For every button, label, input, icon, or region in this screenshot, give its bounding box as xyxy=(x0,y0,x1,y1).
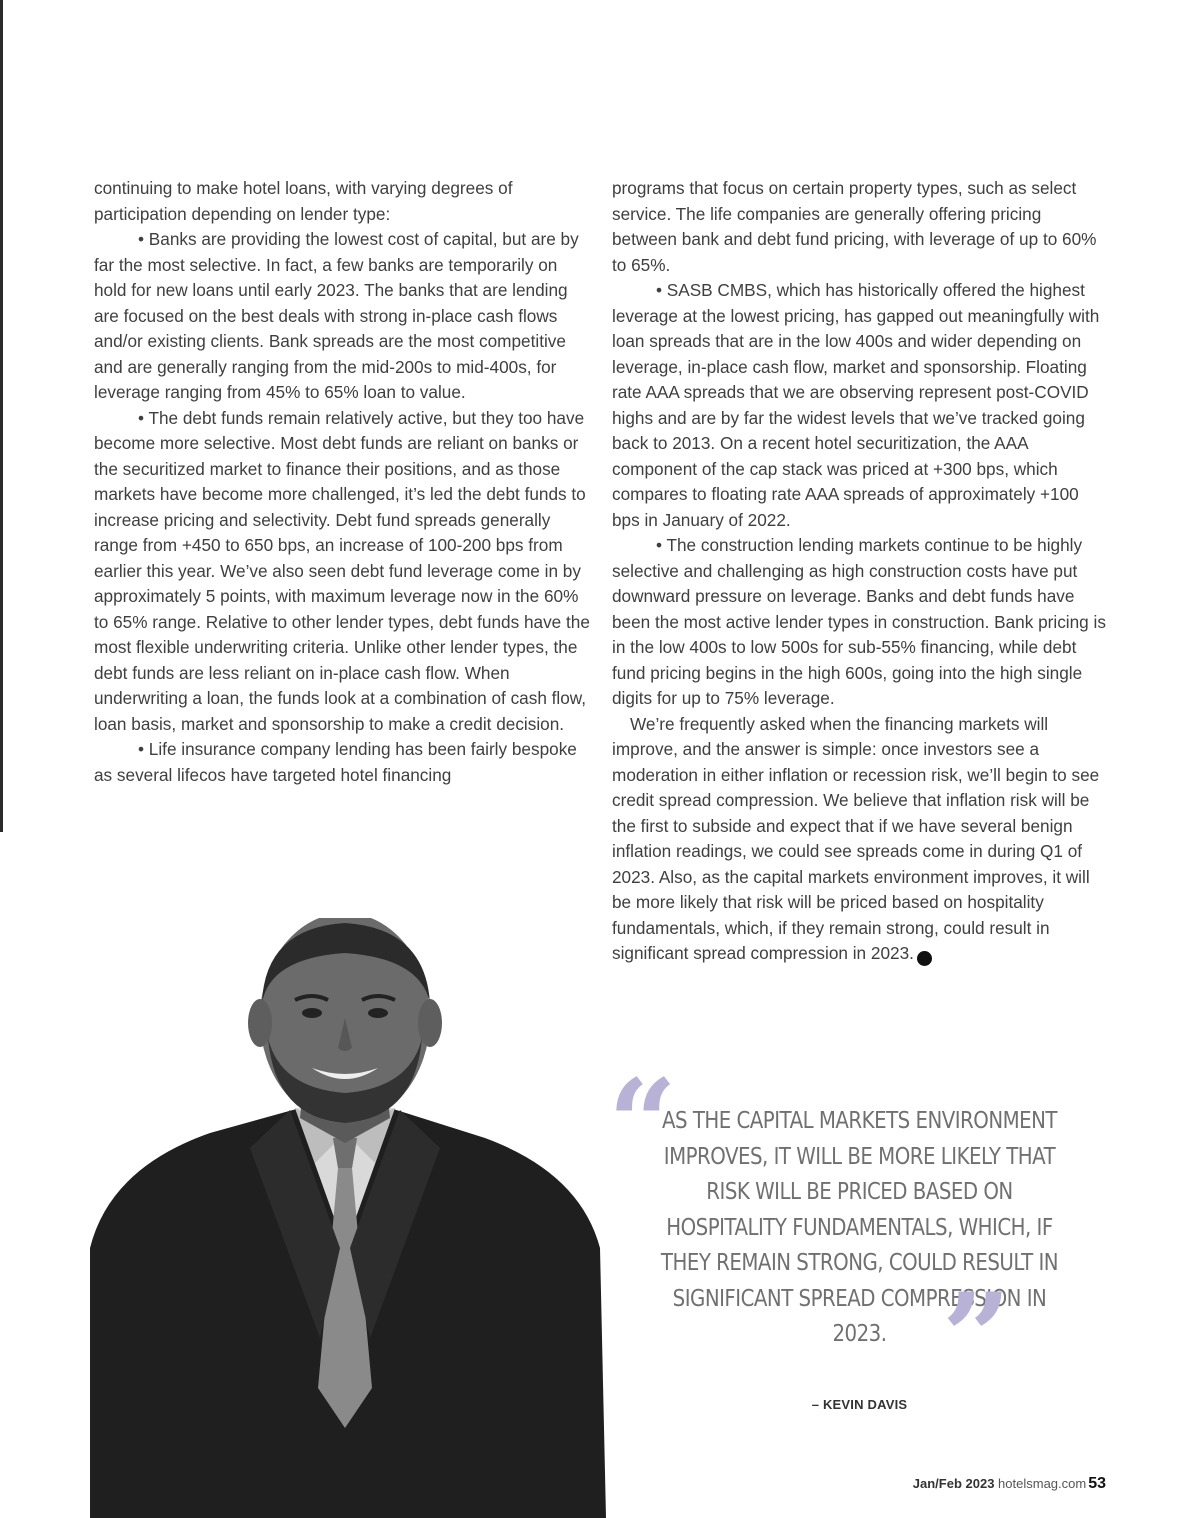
bullet-paragraph-life-insurance: • Life insurance company lending has been fairly bespoke as several lifecos have targeted hotel financing xyxy=(94,739,577,785)
pull-quote-attribution: – KEVIN DAVIS xyxy=(811,1396,908,1412)
paragraph: programs that focus on certain property types, such as select service. The life companies are generally offering pricing between bank and debt fund pricing, with leverage of up to 60% to 65%. xyxy=(612,178,1097,275)
site-url: hotelsmag.com xyxy=(998,1476,1087,1491)
page-edge-rule xyxy=(0,0,3,832)
bullet-paragraph-debt-funds: • The debt funds remain relatively active, but they too have become more selective. Most debt funds are reliant on banks or the securitized market to finance their positions, and as those markets have become more challenged, it’s led the debt funds to increase pricing and selectivity. Debt fund spreads generally range from +450 to 650 bps, an increase of 100-200 bps from earlier this year. We’ve also seen debt fund leverage come in by approximately 5 points, with maximum leverage now in the 60% to 65% range. Relative to other lender types, debt funds have the most flexible underwriting criteria. Unlike other lender types, the debt funds are less reliant on in-place cash flow. When underwriting a loan, the funds look at a combination of cash flow, loan basis, market and sponsorship to make a credit decision. xyxy=(94,407,590,734)
bullet-paragraph-construction: • The construction lending markets continue to be highly selective and challenging as high construction costs have put downward pressure on leverage. Banks and debt funds have been the most active lender types in construction. Bank pricing is in the low 400s to low 500s for sub-55% financing, while debt fund pricing begins in the high 600s, going into the high single digits for up to 75% leverage. xyxy=(612,535,1106,708)
page-number: 53 xyxy=(1088,1475,1106,1492)
article-left-column xyxy=(94,176,590,788)
issue-date: Jan/Feb 2023 xyxy=(912,1476,995,1491)
bullet-paragraph-cmbs: • SASB CMBS, which has historically offered the highest leverage at the lowest pricing, has gapped out meaningfully with loan spreads that are in the low 400s and wider depending on leverage, in-place cash flow, market and sponsorship. Floating rate AAA spreads that we are observing represent post-COVID highs and are by far the widest levels that we’ve tracked going back to 2013. On a recent hotel securitization, the AAA component of the cap stack was priced at +300 bps, which compares to floating rate AAA spreads of approximately +100 bps in January of 2022. xyxy=(612,280,1100,530)
pull-quote-text: AS THE CAPITAL MARKETS ENVIRONMENT IMPROVES, IT WILL BE MORE LIKELY THAT RISK WILL BE PRICED BASED ON HOSPITALITY FUNDAMENTALS, WHICH, IF THEY REMAIN STRONG, COULD RESULT IN SIGNIFICANT SPREAD COMPRESSION IN 2023. xyxy=(660,1108,1059,1347)
author-portrait-photo xyxy=(90,918,606,1518)
open-quote-mark-icon: “ xyxy=(608,1053,678,1194)
closing-paragraph xyxy=(612,712,1108,967)
closing-paragraph-text: We’re frequently asked when the financing markets will improve, and the answer is simple: once investors see a moderation in either inflation or recession risk, we’ll begin to see credit spread compression. We believe that inflation risk will be the first to subside and expect that if we have several benign inflation readings, we could see spreads come in during Q1 of 2023. Also, as the capital markets environment improves, it will be more likely that risk will be priced based on hospitality fundamentals, which, if they remain strong, could result in significant spread compression in 2023. xyxy=(612,713,1100,963)
paragraph: continuing to make hotel loans, with varying degrees of participation depending on lender type: xyxy=(94,178,513,224)
article-right-column xyxy=(612,176,1108,967)
bullet-paragraph-banks: • Banks are providing the lowest cost of capital, but are by far the most selective. In fact, a few banks are temporarily on hold for new loans until early 2023. The banks that are lending are focused on the best deals with strong in-place cash flows and/or existing clients. Bank spreads are the most competitive and are generally ranging from the mid-200s to mid-400s, for leverage ranging from 45% to 65% loan to value. xyxy=(94,229,579,402)
pull-quote xyxy=(608,1053,1107,1412)
close-quote-mark-icon: ” xyxy=(942,1267,1012,1408)
end-of-article-mark-icon: H xyxy=(917,951,932,966)
page-footer xyxy=(913,1475,1106,1493)
